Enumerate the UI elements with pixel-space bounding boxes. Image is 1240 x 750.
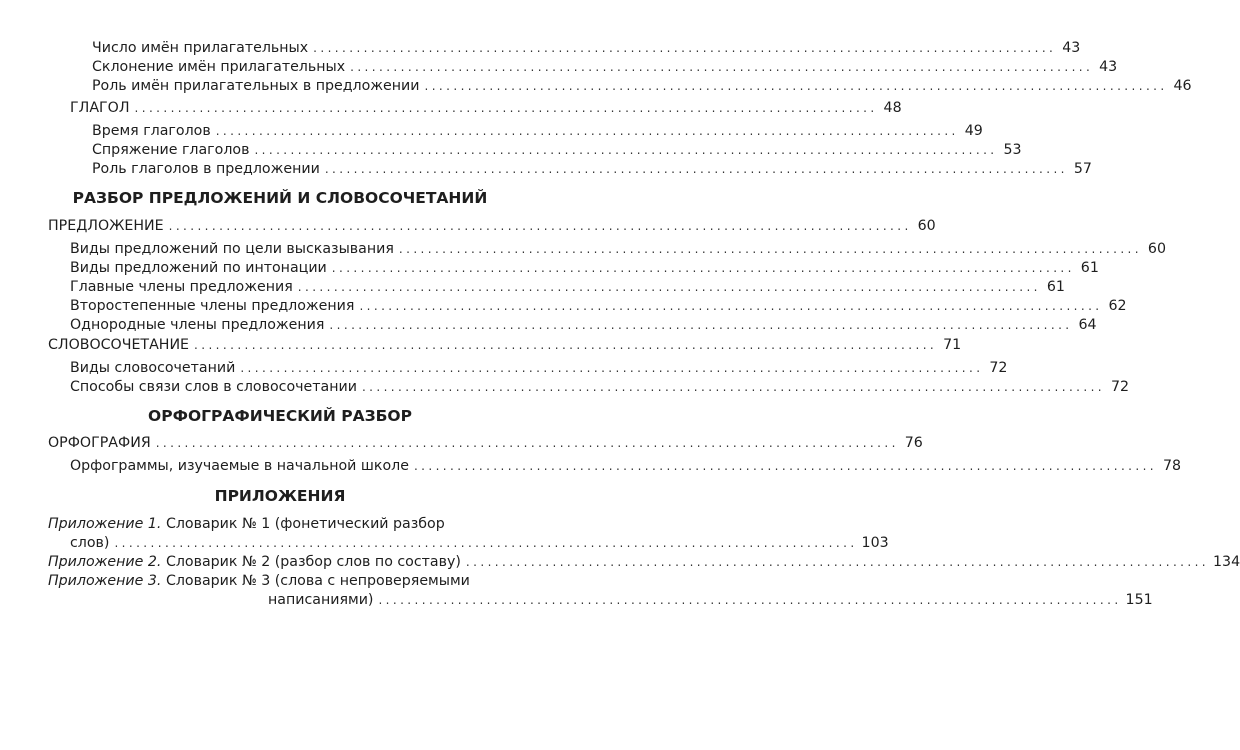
appendix-3-first-line — [48, 572, 470, 590]
toc-entry-title: ГЛАГОЛ — [70, 100, 130, 116]
dot-leader: ....................................................................................................... — [313, 41, 1057, 55]
toc-entry-title: Виды словосочетаний — [70, 360, 236, 376]
toc-entry-page: 48 — [883, 100, 902, 116]
toc-entry-title: Виды предложений по интонации — [70, 260, 327, 276]
toc-entry — [92, 77, 1192, 95]
toc-entry — [70, 378, 1130, 396]
section-heading: ПРИЛОЖЕНИЯ — [214, 487, 346, 505]
toc-entry — [92, 39, 1081, 57]
toc-entry — [70, 534, 889, 552]
toc-entry-page: 49 — [964, 123, 983, 139]
dot-leader: ....................................................................................................... — [324, 162, 1068, 176]
toc-entry-title: ОРФОГРАФИЯ — [48, 435, 151, 451]
toc-entry — [268, 591, 1153, 609]
toc-entry-title: Время глаголов — [92, 123, 211, 139]
toc-entry-page: 103 — [861, 535, 889, 551]
toc-entry — [70, 99, 902, 117]
toc-entry-title: Орфограммы, изучаемые в начальной школе — [70, 458, 409, 474]
toc-entry-page: 46 — [1173, 78, 1192, 94]
dot-leader: ....................................................................................................... — [378, 593, 1122, 607]
toc-entry-title: Однородные члены предложения — [70, 317, 325, 333]
toc-entry-page: 57 — [1073, 161, 1092, 177]
toc-entry-title: Главные члены предложения — [70, 279, 293, 295]
toc-entry-page: 61 — [1080, 260, 1099, 276]
toc-entry — [70, 316, 1097, 334]
appendix-label: Приложение 2. — [48, 554, 162, 570]
dot-leader: ....................................................................................................... — [329, 318, 1073, 332]
toc-entry — [70, 359, 1008, 377]
dot-leader: ....................................................................................................... — [114, 536, 858, 550]
toc-entry-page: 60 — [917, 218, 936, 234]
toc-entry-page: 61 — [1046, 279, 1065, 295]
toc-entry — [70, 297, 1127, 315]
dot-leader: ....................................................................................................... — [155, 436, 899, 450]
toc-entry-page: 76 — [904, 435, 923, 451]
toc-entry — [92, 58, 1118, 76]
appendix-title: Словарик № 3 (слова с непроверяемыми — [165, 573, 470, 589]
toc-entry — [48, 434, 923, 452]
dot-leader: ....................................................................................................... — [240, 361, 984, 375]
dot-leader: ....................................................................................................... — [361, 380, 1106, 394]
toc-entry-title: Способы связи слов в словосочетании — [70, 379, 357, 395]
dot-leader: ....................................................................................................... — [134, 101, 878, 115]
toc-entry — [92, 141, 1022, 159]
toc-entry-page: 43 — [1099, 59, 1118, 75]
toc-entry — [92, 160, 1092, 178]
toc-entry-page: 60 — [1147, 241, 1166, 257]
toc-entry-page: 72 — [989, 360, 1008, 376]
appendix-1-first-line — [48, 515, 445, 533]
toc-entry-title: написаниями) — [268, 592, 374, 608]
toc-entry — [70, 278, 1065, 296]
toc-entry-page: 64 — [1078, 317, 1097, 333]
dot-leader: ....................................................................................................... — [215, 124, 959, 138]
toc-entry-page: 134 — [1213, 554, 1240, 570]
dot-leader: ....................................................................................................... — [254, 143, 998, 157]
toc-entry-page: 71 — [943, 337, 962, 353]
section-heading: РАЗБОР ПРЕДЛОЖЕНИЙ И СЛОВОСОЧЕТАНИЙ — [72, 189, 488, 207]
toc-entry-title: СЛОВОСОЧЕТАНИЕ — [48, 337, 190, 353]
toc-entry — [48, 217, 936, 235]
dot-leader: ....................................................................................................... — [331, 261, 1075, 275]
appendix-label: Приложение 1. — [48, 516, 162, 532]
toc-entry-title: ПРЕДЛОЖЕНИЕ — [48, 218, 164, 234]
toc-entry — [70, 457, 1182, 475]
dot-leader: ....................................................................................................... — [297, 280, 1041, 294]
dot-leader: ....................................................................................................... — [398, 242, 1142, 256]
toc-entry-page: 72 — [1110, 379, 1130, 395]
toc-entry-title: Число имён прилагательных — [92, 40, 309, 56]
toc-entry-page: 78 — [1162, 458, 1182, 474]
dot-leader: ....................................................................................................... — [359, 299, 1103, 313]
toc-entry-page: 62 — [1108, 298, 1127, 314]
toc-entry — [70, 240, 1166, 258]
toc-entry-page: 151 — [1125, 592, 1153, 608]
dot-leader: ....................................................................................................... — [465, 555, 1210, 569]
toc-entry-title: Спряжение глаголов — [92, 142, 250, 158]
toc-entry-page: 43 — [1062, 40, 1081, 56]
toc-entry-title: Второстепенные члены предложения — [70, 298, 355, 314]
appendix-title: Словарик № 1 (фонетический разбор — [165, 516, 445, 532]
dot-leader: ....................................................................................................... — [413, 459, 1158, 473]
toc-entry-page: 53 — [1003, 142, 1022, 158]
toc-entry-title: Склонение имён прилагательных — [92, 59, 346, 75]
toc-entry — [92, 122, 983, 140]
section-heading: ОРФОГРАФИЧЕСКИЙ РАЗБОР — [148, 407, 412, 425]
toc-entry-title: Роль имён прилагательных в предложении — [92, 78, 420, 94]
toc-entry-title: слов) — [70, 535, 110, 551]
appendix-title: Словарик № 2 (разбор слов по составу) — [165, 554, 461, 570]
toc-entry — [70, 259, 1099, 277]
toc-entry-title: Роль глаголов в предложении — [92, 161, 320, 177]
dot-leader: ....................................................................................................... — [350, 60, 1094, 74]
toc-entry — [48, 336, 962, 354]
dot-leader: ....................................................................................................... — [168, 219, 912, 233]
appendix-label: Приложение 3. — [48, 573, 162, 589]
toc-entry — [48, 553, 1240, 571]
dot-leader: ....................................................................................................... — [424, 79, 1168, 93]
toc-entry-title: Виды предложений по цели высказывания — [70, 241, 394, 257]
dot-leader: ....................................................................................................... — [194, 338, 938, 352]
appendix-2-line — [48, 553, 461, 571]
